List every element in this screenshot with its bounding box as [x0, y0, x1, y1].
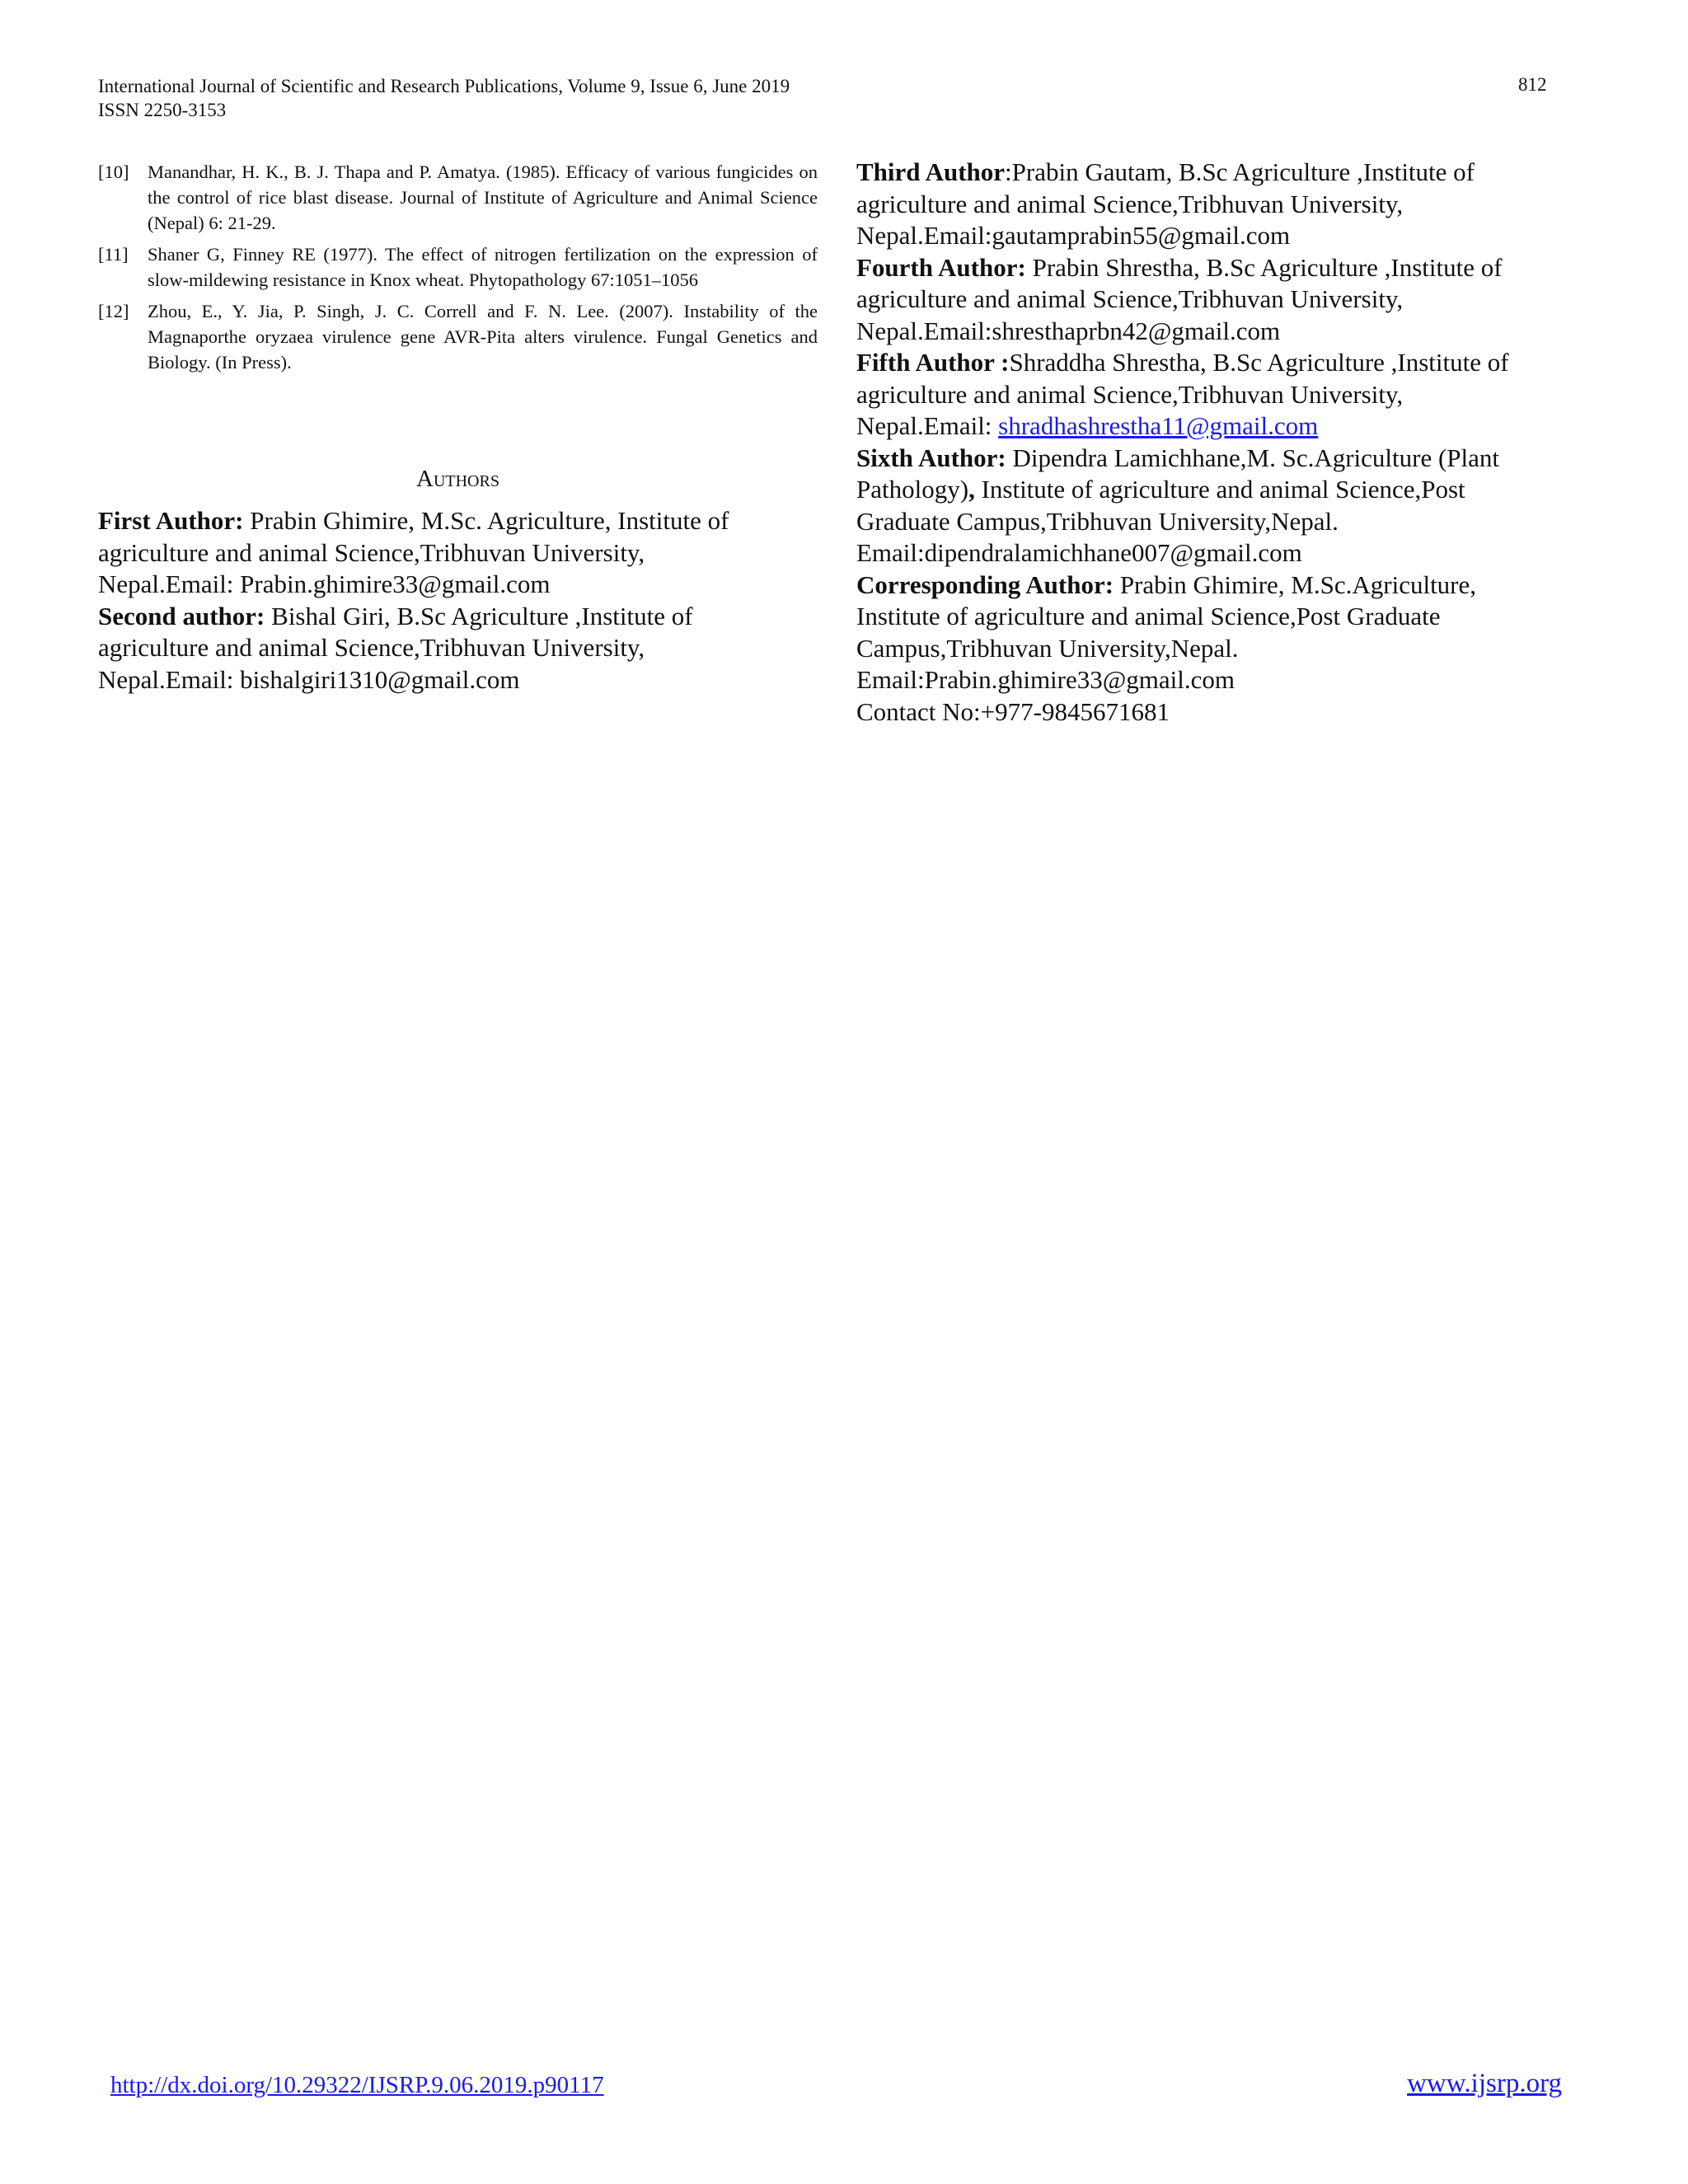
reference-item: [98, 159, 818, 236]
author-label: Fourth Author:: [856, 252, 1026, 282]
author-text: agriculture and animal Science,Tribhuvan University,: [98, 633, 645, 662]
author-email: Nepal.Email: bishalgiri1310@gmail.com: [98, 664, 520, 694]
author-text: Campus,Tribhuvan University,Nepal.: [856, 633, 1239, 663]
author-text: Graduate Campus,Tribhuvan University,Nepal.: [856, 506, 1339, 536]
author-label: Second author:: [98, 601, 265, 630]
third-author: [856, 157, 1509, 252]
author-text: Shraddha Shrestha, B.Sc Agriculture ,Institute of: [1009, 348, 1509, 377]
first-author: [98, 505, 729, 601]
references-list: [98, 159, 818, 381]
fourth-author: [856, 252, 1509, 348]
reference-text: Shaner G, Finney RE (1977). The effect of nitrogen fertilization on the expression of slow-mildewing resistance in Knox wheat. Phytopathology 67:1051–1056: [148, 244, 818, 290]
fifth-author: [856, 347, 1509, 443]
author-text: Nepal.Email:: [856, 411, 999, 440]
author-text: Institute of agriculture and animal Science,Post: [974, 475, 1465, 504]
authors-heading: Authors: [416, 466, 499, 492]
reference-text: Manandhar, H. K., B. J. Thapa and P. Amatya. (1985). Efficacy of various fungicides on the control of rice blast disease. Journal of Institute of Agriculture and Animal Science (Nepal) 6: 21-29.: [148, 162, 818, 233]
doi-link[interactable]: http://dx.doi.org/10.29322/IJSRP.9.06.2019.p90117: [110, 2072, 604, 2098]
author-label: Fifth Author :: [856, 348, 1010, 377]
author-label: Sixth Author:: [856, 443, 1006, 472]
journal-title: International Journal of Scientific and Research Publications, Volume 9, Issue 6, June 2019: [98, 76, 790, 96]
author-label: First Author:: [98, 506, 244, 535]
author-email: Nepal.Email:gautamprabin55@gmail.com: [856, 221, 1291, 250]
author-text: Dipendra Lamichhane,M. Sc.Agriculture (Plant: [1006, 443, 1500, 472]
author-label: Corresponding Author:: [856, 569, 1114, 599]
reference-number: [12]: [98, 301, 129, 321]
running-header: [98, 74, 790, 122]
reference-item: [98, 241, 818, 293]
author-text: Institute of agriculture and animal Science,Post Graduate: [856, 602, 1441, 630]
authors-right-column: [856, 157, 1509, 728]
author-text: Bishal Giri, B.Sc Agriculture ,Institute of: [265, 601, 693, 630]
author-text: agriculture and animal Science,Tribhuvan University,: [856, 379, 1404, 409]
author-email: Email:Prabin.ghimire33@gmail.com: [856, 665, 1236, 694]
email-link[interactable]: shradhashrestha11@gmail.com: [998, 411, 1319, 440]
corresponding-author: [856, 569, 1509, 729]
author-contact: Contact No:+977-9845671681: [856, 696, 1170, 726]
reference-number: [11]: [98, 244, 129, 265]
reference-text: Zhou, E., Y. Jia, P. Singh, J. C. Correll and F. N. Lee. (2007). Instability of the Magnaporthe oryzaea virulence gene AVR-Pita alters virulence. Fungal Genetics and Biology. (In Press).: [148, 301, 818, 373]
issn: ISSN 2250-3153: [98, 100, 227, 120]
website-link[interactable]: www.ijsrp.org: [1407, 2069, 1562, 2098]
author-email: Nepal.Email:shresthaprbn42@gmail.com: [856, 316, 1281, 345]
second-author: [98, 601, 729, 696]
author-text: Prabin Ghimire, M.Sc.Agriculture,: [1114, 569, 1477, 599]
author-text: :Prabin Gautam, B.Sc Agriculture ,Institute of: [1005, 157, 1475, 186]
sixth-author: [856, 443, 1509, 569]
author-text: Prabin Ghimire, M.Sc. Agriculture, Institute of: [243, 506, 729, 535]
reference-number: [10]: [98, 162, 129, 182]
page-number: 812: [1518, 74, 1547, 95]
author-text: ,: [968, 475, 975, 504]
author-label: Third Author: [856, 157, 1006, 186]
authors-left-column: [98, 505, 729, 696]
author-text: Pathology): [856, 475, 969, 504]
author-text: agriculture and animal Science,Tribhuvan University,: [856, 284, 1404, 313]
reference-item: [98, 298, 818, 375]
author-text: agriculture and animal Science,Tribhuvan University,: [98, 537, 645, 567]
author-email: Email:dipendralamichhane007@gmail.com: [856, 538, 1302, 567]
author-text: Prabin Shrestha, B.Sc Agriculture ,Institute of: [1025, 252, 1503, 282]
author-text: agriculture and animal Science,Tribhuvan University,: [856, 189, 1404, 218]
author-email: Nepal.Email: Prabin.ghimire33@gmail.com: [98, 569, 551, 598]
